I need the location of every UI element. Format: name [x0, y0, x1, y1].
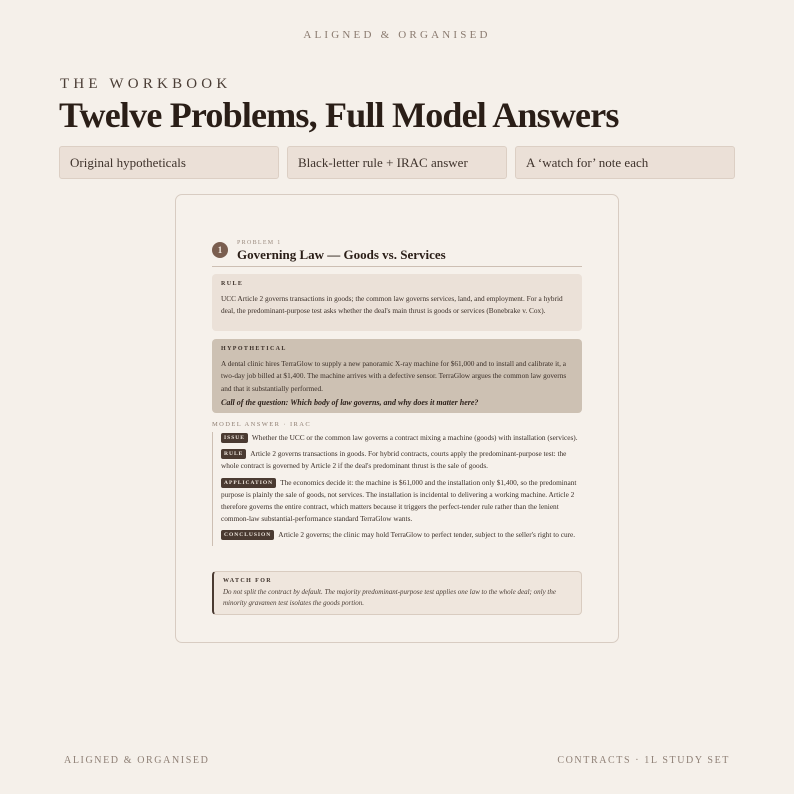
irac-tag-issue: ISSUE	[221, 433, 248, 443]
irac-application-text: The economics decide it: the machine is $61,000 and the installation only $1,400, so the predominant purpose is plainly the sale of goods, not services. The installation is incidental to delivering a working machine. Article 2 therefore governs the entire contract, which matters because it triggers the perfect-tender rule rather than the lenient common-law substantial-performance standard TerraGlow wants.	[221, 477, 577, 524]
problem-label: PROBLEM 1	[237, 240, 282, 246]
rule-label: RULE	[221, 281, 244, 287]
watch-for-text: Do not split the contract by default. The majority predominant-purpose test applies one law to the whole deal; only the minority gravamen test isolates the goods portion.	[223, 588, 556, 607]
section-kicker: THE WORKBOOK	[60, 76, 232, 92]
problem-header	[212, 240, 582, 267]
feature-chip-hypotheticals: Original hypotheticals	[59, 146, 279, 179]
page-title: Twelve Problems, Full Model Answers	[59, 95, 619, 135]
call-of-question: Call of the question: Which body of law governs, and why does it matter here?	[221, 397, 479, 407]
rule-box	[212, 274, 582, 331]
watch-for-box	[212, 571, 582, 615]
irac-rule	[221, 448, 582, 472]
irac-tag-application: APPLICATION	[221, 478, 276, 488]
irac-rule-text: Article 2 governs transactions in goods. For hybrid contracts, courts apply the predominant-purpose test: the whole contract is governed by Article 2 if the deal's predominant thrust is the sale of goods.	[221, 449, 567, 471]
model-answer-label: MODEL ANSWER · IRAC	[212, 421, 312, 428]
irac-application	[221, 477, 582, 526]
irac-conclusion	[221, 529, 582, 541]
irac-tag-rule: RULE	[221, 449, 246, 459]
irac-conclusion-text: Article 2 governs; the clinic may hold TerraGlow to perfect tender, subject to the seller's right to cure.	[278, 530, 576, 540]
feature-chip-irac: Black-letter rule + IRAC answer	[287, 146, 507, 179]
hypothetical-text: A dental clinic hires TerraGlow to supply a new panoramic X-ray machine for $61,000 and to install and calibrate it, a two-day job billed at $1,400. The machine arrives with a defective sensor. TerraGlow argues the common law governs and that it substantially performed.	[221, 359, 567, 393]
hypothetical-box	[212, 339, 582, 413]
irac-issue-text: Whether the UCC or the common law governs a contract mixing a machine (goods) with installation (services).	[251, 433, 578, 442]
hypothetical-label: HYPOTHETICAL	[221, 346, 287, 352]
watch-for-label: WATCH FOR	[223, 578, 272, 584]
feature-chip-watch-for: A ‘watch for’ note each	[515, 146, 735, 179]
brand-header: ALIGNED & ORGANISED	[303, 29, 491, 41]
footer-brand: ALIGNED & ORGANISED	[64, 755, 210, 766]
problem-number-badge: 1	[212, 242, 228, 258]
irac-issue	[221, 432, 582, 444]
irac-list	[212, 432, 582, 546]
rule-text: UCC Article 2 governs transactions in goods; the common law governs services, land, and employment. For a hybrid deal, the predominant-purpose test asks whether the deal's main thrust is goods or services (Bonebrake v. Cox).	[221, 294, 563, 316]
problem-title: Governing Law — Goods vs. Services	[237, 247, 446, 262]
irac-tag-conclusion: CONCLUSION	[221, 530, 274, 540]
footer-series: CONTRACTS · 1L STUDY SET	[557, 755, 730, 766]
